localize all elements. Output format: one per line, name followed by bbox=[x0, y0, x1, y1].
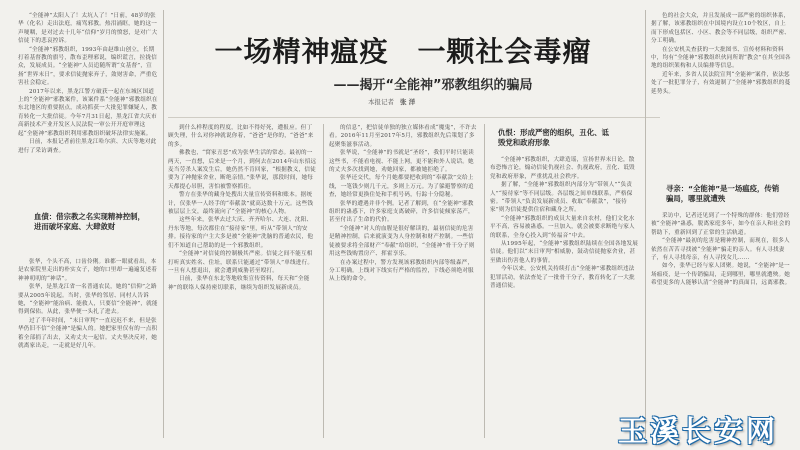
column-2 bbox=[168, 124, 318, 438]
paragraph: “全能神”邪教组织的成员大量来自农村，他们文化水平不高，容易被蛊惑。一旦加入，就会被要求断绝与家人的联系，全身心投入到“传福音”中去。 bbox=[490, 215, 635, 239]
byline-label: 本报记者 bbox=[368, 98, 394, 106]
paragraph: 张华的遭遇并非个例。记者了解到，在“全能神”邪教组织的蛊惑下，许多家庭支离破碎，许多信徒倾家荡产，甚至付出了生命的代价。 bbox=[329, 200, 474, 224]
paragraph: 过了半年时间，“末日审判”一直迟迟不来，但是张华仍旧不信“全能神”是骗人的。她把家里仅有的一点积蓄全部捐了出去，又劝丈夫一起信。丈夫坚决反对，她就离家出走，一走就是好几年。 bbox=[18, 317, 158, 350]
paragraph: “全能神”邪教组织，大肆造谣，宣扬世界末日论，散布恐怖言论，煽动信徒仇视社会、仇视政府，丑化、诋毁党和政府形象，严重扰乱社会秩序。 bbox=[490, 157, 635, 180]
paragraph: 2017年以来，黑龙江警方破获一起在东城区国道上的“全能神”邪教案件，该案件系“全能神”邪教组织在东北地区的重要据点，成功抓获一大批犯罪嫌疑人，教育转化一大批信徒。今年7月31日起，黑龙江省大庆市高新技术产业开发区人民法院一审公开开庭审理这起“全能神”邪教组织利用邪教组织破坏法律实施案。 bbox=[18, 88, 158, 137]
paragraph: 到什么样程度的程度，比如不得好死，遭报应。但丁顾失理，什么对你神就说你着，“爸爸”是你的，“爸爸”来的多。 bbox=[168, 125, 314, 148]
column-divider bbox=[163, 10, 164, 438]
paragraph: 如今，张华已经与家人团聚。她说，“全能神”是一场瘟疫，是一个传销骗局，走到哪里，哪里就遭殃。她希望更多的人能够认清“全能神”的真面目，远离邪教。 bbox=[651, 263, 791, 287]
paragraph: 日前，本报记者前往黑龙江哈尔滨、大庆等地对此进行了采访调查。 bbox=[18, 139, 157, 154]
site-watermark: 玉溪长安网 bbox=[617, 414, 778, 448]
subhead-middle: 仇恨：形成严密的组织，丑化、诋毁党和政府形象 bbox=[498, 128, 609, 147]
paragraph: 在办案过程中，警方发现该邪教组织内部等级森严，分工明确。上线对下线实行严格的监控，下线必须绝对服从上线的命令。 bbox=[329, 259, 474, 283]
paragraph: 日前，张华在东北等地收集宣传资料，每天和“全能神”的联络人保持密切联系，继续为组织发展新成员。 bbox=[168, 276, 310, 291]
subhead-right: 寻亲：“全能神”是一场瘟疫，传销骗局，哪里就遭殃 bbox=[666, 184, 780, 203]
paragraph: 张华，是黑龙江省一名普通农民，她的“信仰”之路要从2005年说起。当时，张华的邻居、同村人告诉她，“全能神”能治病、能救人，只要信“全能神”，就能得到保佑。从此，张华便一头扎了进去。 bbox=[18, 284, 158, 316]
paragraph: “全能神”最初的危害是精神控制，而现在，很多人依然在苦苦寻找被“全能神”骗走的亲人。有人寻找妻子，有人寻找母亲，有人寻找女儿…… bbox=[651, 238, 790, 262]
paragraph: 警方在张华的藏身处搜出大量宣传资料和账本。据统计，仅张华一人经手的“奉献款”就高达数十万元。这些钱被层层上交，最终流向了“全能神”的核心人物。 bbox=[168, 192, 314, 216]
column-1-top bbox=[18, 12, 158, 206]
paragraph: 张华，个头不高，口齿伶俐。谁都一眼就看出，本是农家院里走出的朴实女子，她的口里却一遍遍复述着神神叨叨的“神话”。 bbox=[18, 259, 158, 282]
paragraph: 采访中，记者还见到了一个特殊的群体：他们曾经被“全能神”蛊惑，脱离家庭多年，如今在亲人和社会的帮助下，重新回到了正常的生活轨道。 bbox=[651, 213, 791, 236]
paragraph: 从1995年起，“全能神”邪教组织陆续在全国各地发展信徒。他们以“末日审判”相威胁，鼓动信徒抛家舍业，甚至做出伤害他人的事情。 bbox=[490, 241, 639, 264]
column-divider bbox=[484, 124, 485, 438]
paragraph: 张华还交代，每个月她都要把收到的“奉献款”交给上线，一笔钱少则几千元，多则上万元。为了躲避警察的追查，她经常更换住处和手机号码，行踪十分隐秘。 bbox=[329, 175, 474, 199]
paragraph: 的信息”，把信徒单独的独立媒体看成“魔鬼”，不许去看。2016年11月至2017年5月，邪教组织先后策划了多起聚集滋事活动。 bbox=[329, 125, 477, 148]
column-1-bottom bbox=[18, 258, 158, 438]
paragraph: 在公安机关查获的一大批图书、宣传材料和资料中，均有“全能神”邪教组织伙同所谓“教会”在其全国各地的组织架构和人员编排等信息。 bbox=[651, 46, 791, 70]
paragraph: “全能神”邪教组织，1993年由赵维山创立，长期打着基督教的旗号，散布歪理邪说，编织谎言，拉拢信众，发展成员。“全能神”人员追随所谓“女基督”，宣扬“世界末日”，要求信徒抛家弃子，敛财害命，严重危害社会稳定。 bbox=[18, 46, 158, 87]
paragraph: “全能神”对人的血腥是很好解读的，最初信徒的危害是精神控制，后来就演变为人身控制和财产控制。一些信徒被要求将全部财产“奉献”给组织，“全能神”骨干分子则用这些钱购置房产、挥霍享乐。 bbox=[329, 225, 475, 258]
paragraph: 据了解，“全能神”邪教组织内部分为“带领人”“负责人”“接待家”等不同层级。各层级之间单线联系，严格保密。“带领人”负责发展新成员、收取“奉献款”，“接待家”则为信徒提供住宿和藏身之所。 bbox=[490, 182, 633, 214]
paragraph: 色的社会大众，并且发展成一部严密的组织体系，据了解，该邪教组织在中国境内设立10个牧区，自上而下形成包括区、小区、教会等不同层级，组织严密、分工明确。 bbox=[651, 13, 791, 45]
paragraph: “全能神”太阳人了！太坑人了！”日前，48岁的张华（化名）走出法庭，痛骂邪教。热泪涌眶，她的这一声哽咽，是对过去十几年“信仰”岁月的愤怒，是对广大信徒下的悲哀控诉。 bbox=[18, 13, 158, 45]
column-5-top bbox=[651, 12, 791, 180]
byline bbox=[368, 97, 415, 106]
column-divider bbox=[323, 124, 324, 438]
paragraph: 近年来，多省人民法院宣判“全能神”案件，依法惩处了一批犯罪分子，有效遏制了“全能神”邪教组织的蔓延势头。 bbox=[651, 71, 791, 95]
paragraph: 这些年来，张华去过大庆、齐齐哈尔、大连、沈阳、丹东等地，每次都住在“接待家”里，听从“带领人”的安排。接待家的户主大多是被“全能神”洗脑的普通农民，他们不知道自己帮助的是一个邪教组织。 bbox=[168, 217, 314, 249]
paragraph: “全能神”对信徒的控制极其严密。信徒之间不能互相打听真实姓名、住址，联系只能通过“带领人”单线进行。一旦有人想退出，就会遭到威胁甚至殴打。 bbox=[168, 251, 314, 274]
column-divider bbox=[645, 10, 646, 438]
paragraph: 张华说，“全能神”的书就是“圣经”，我们平时只能读这些书，不能看电视、不能上网，更不能和外人说话。她的丈夫多次找到她，劝她回家，都被她拒绝了。 bbox=[329, 150, 474, 174]
paragraph: 佛教也，“窝家丑恶”成为张华生活的常态。最初的一两天，一直想，后来是一个月，到何去在2014年山东招远麦当劳杀人案发生后，她仍然不肯回家，“根据教义，信徒要为了神抛家舍业，断绝亲情。”张华说，那段时间，她每天都提心吊胆，害怕被警察抓住。 bbox=[168, 150, 317, 190]
headline-title: 一场精神瘟疫 一颗社会毒瘤 bbox=[214, 35, 592, 68]
paragraph: 今年以来，公安机关持续打击“全能神”邪教组织违法犯罪活动，依法查处了一批骨干分子，教育转化了一大批普通信徒。 bbox=[490, 266, 635, 290]
column-3 bbox=[329, 124, 479, 438]
byline-name: 张 洋 bbox=[400, 98, 416, 106]
subhead-left: 血债：借宗教之名实现精神控制，进而破坏家庭、大肆敛财 bbox=[34, 212, 145, 231]
column-5-bottom bbox=[651, 212, 791, 438]
column-4 bbox=[490, 156, 640, 438]
headline-rule bbox=[168, 117, 660, 118]
headline-subtitle: ——揭开“全能神”邪教组织的骗局 bbox=[333, 78, 533, 93]
